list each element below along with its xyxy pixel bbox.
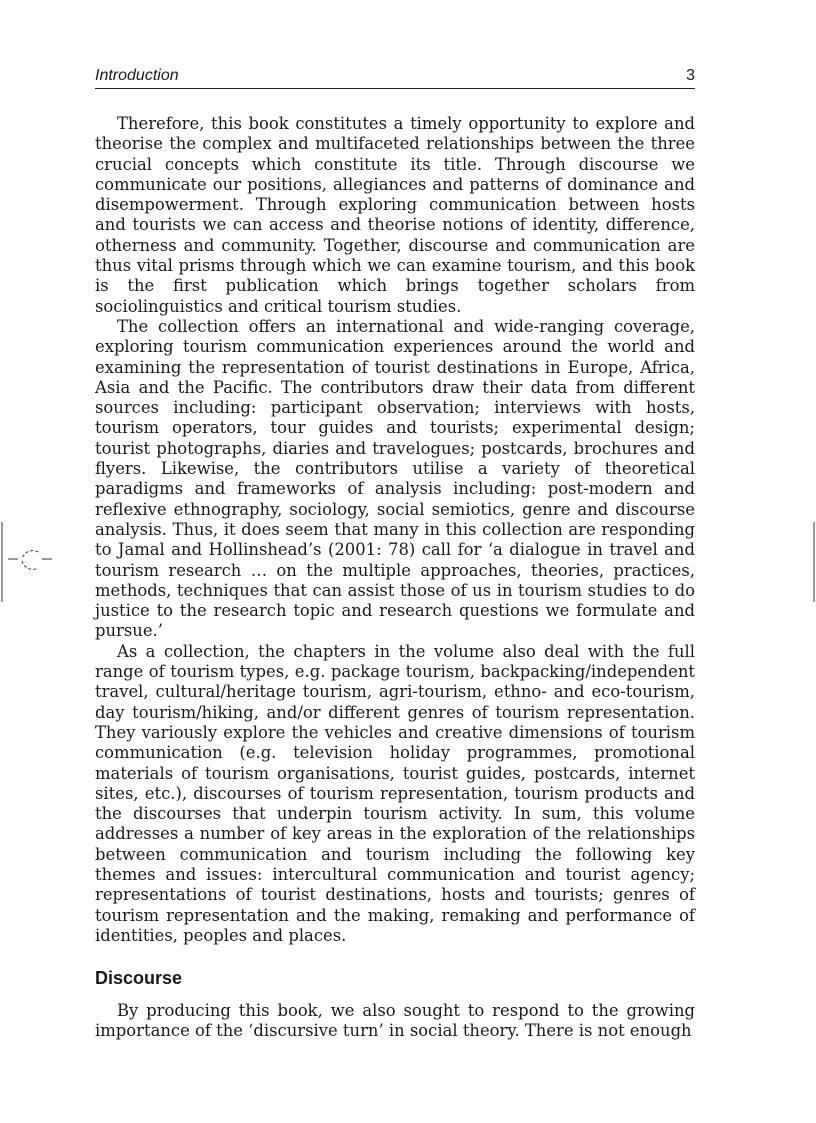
running-title: Introduction	[95, 67, 179, 84]
paragraph: Therefore, this book constitutes a timely opportunity to explore and theorise the complex and multifaceted relationships between the three crucial concepts which constitute its title. Through discourse we communicate our positions, allegiances and patterns of dominance and disempowerment. Through exploring communication between hosts and tourists we can access and theorise notions of identity, difference, otherness and community. Together, discourse and communication are thus vital prisms through which we can examine tourism, and this book is the first publication which brings together scholars from sociolinguistics and critical tourism studies.	[95, 114, 695, 316]
paragraph: By producing this book, we also sought to respond to the growing importance of the ‘discursive turn’ in social theory. There is not enough	[95, 1001, 695, 1041]
body-text	[95, 114, 695, 1042]
crop-mark-icon	[0, 522, 60, 602]
crop-mark-line-icon	[812, 522, 816, 602]
paragraph: As a collection, the chapters in the volume also deal with the full range of tourism types, e.g. package tourism, backpacking/independent travel, cultural/heritage tourism, agri-tourism, ethno- and eco-tourism, day tourism/hiking, and/or different genres of tourism representation. They variously explore the vehicles and creative dimensions of tourism communication (e.g. television holiday programmes, promotional materials of tourism organisations, tourist guides, postcards, internet sites, etc.), discourses of tourism representation, tourism products and the discourses that underpin tourism activity. In sum, this volume addresses a number of key areas in the exploration of the relationships between communication and tourism including the following key themes and issues: intercultural communication and tourist agency; representations of tourist destinations, hosts and tourists; genres of tourism representation and the making, remaking and performance of identities, peoples and places.	[95, 641, 695, 945]
section-heading: Discourse	[95, 968, 183, 989]
page-number: 3	[686, 67, 695, 84]
running-head	[95, 66, 695, 89]
paragraph: The collection offers an international and wide-ranging coverage, exploring tourism communication experiences around the world and examining the representation of tourist destinations in Europe, Africa, Asia and the Pacific. The contributors draw their data from different sources including: participant observation; interviews with hosts, tourism operators, tour guides and tourists; experimental design; tourist photographs, diaries and travelogues; postcards, brochures and flyers. Likewise, the contributors utilise a variety of theoretical paradigms and frameworks of analysis including: post-modern and reflexive ethnography, sociology, social semiotics, genre and discourse analysis. Thus, it does seem that many in this collection are responding to Jamal and Hollinshead’s (2001: 78) call for ‘a dialogue in travel and tourism research … on the multiple approaches, theories, practices, methods, techniques that can assist those of us in tourism studies to do justice to the research topic and research questions we formulate and pursue.’	[95, 316, 695, 641]
